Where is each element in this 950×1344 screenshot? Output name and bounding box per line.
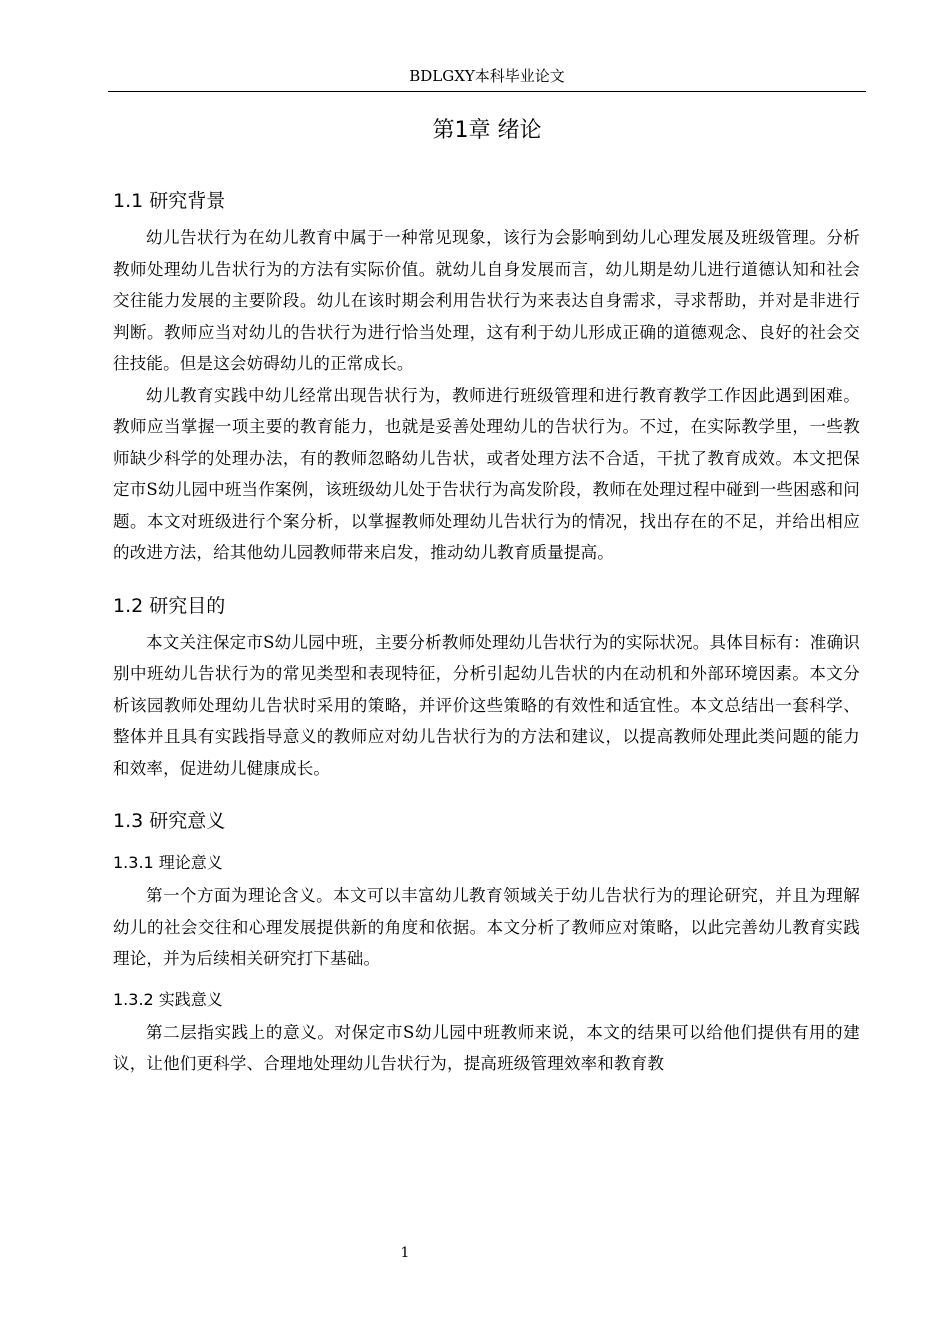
page-number: 1 <box>400 1245 410 1261</box>
paragraph: 幼儿告状行为在幼儿教育中属于一种常见现象，该行为会影响到幼儿心理发展及班级管理。分析教师处理幼儿告状行为的方法有实际价值。就幼儿自身发展而言，幼儿期是幼儿进行道德认知和社会交往能力发展的主要阶段。幼儿在该时期会利用告状行为来表达自身需求，寻求帮助，并对是非进行判断。教师应当对幼儿的告状行为进行恰当处理，这有利于幼儿形成正确的道德观念、良好的社会交往技能。但是这会妨碍幼儿的正常成长。 <box>113 228 860 373</box>
paragraph: 本文关注保定市S幼儿园中班，主要分析教师处理幼儿告状行为的实际状况。具体目标有：准确识别中班幼儿告状行为的常见类型和表现特征，分析引起幼儿告状的内在动机和外部环境因素。本文分析该园教师处理幼儿告状时采用的策略，并评价这些策略的有效性和适宜性。本文总结出一套科学、整体并且具有实践指导意义的教师应对幼儿告状行为的方法和建议，以提高教师处理此类问题的能力和效率，促进幼儿健康成长。 <box>113 632 860 778</box>
subsection-heading-1-3-2: 1.3.2 实践意义 <box>113 989 223 1009</box>
page-body <box>113 186 860 1080</box>
chapter-title: 第1章 绪论 <box>432 118 542 143</box>
section-heading-1-1: 1.1 研究背景 <box>113 190 226 212</box>
paragraph: 幼儿教育实践中幼儿经常出现告状行为，教师进行班级管理和进行教育教学工作因此遇到困难。教师应当掌握一项主要的教育能力，也就是妥善处理幼儿的告状行为。不过，在实际教学里，一些教师缺少科学的处理办法，有的教师忽略幼儿告状，或者处理方法不合适，干扰了教育成效。本文把保定市S幼儿园中班当作案例，该班级幼儿处于告状行为高发阶段，教师在处理过程中碰到一些困惑和问题。本文对班级进行个案分析，以掌握教师处理幼儿告状行为的情况，找出存在的不足，并给出相应的改进方法，给其他幼儿园教师带来启发，推动幼儿教育质量提高。 <box>113 385 860 562</box>
section-heading-1-2: 1.2 研究目的 <box>113 594 226 617</box>
paragraph: 第二层指实践上的意义。对保定市S幼儿园中班教师来说，本文的结果可以给他们提供有用的建议，让他们更科学、合理地处理幼儿告状行为，提高班级管理效率和教育教 <box>113 1022 860 1073</box>
subsection-heading-1-3-1: 1.3.1 理论意义 <box>113 853 223 872</box>
header-divider <box>108 91 866 92</box>
section-heading-1-3: 1.3 研究意义 <box>113 810 226 832</box>
running-header: BDLGXY本科毕业论文 <box>409 67 565 85</box>
paragraph: 第一个方面为理论含义。本文可以丰富幼儿教育领域关于幼儿告状行为的理论研究，并且为理解幼儿的社会交往和心理发展提供新的角度和依据。本文分析了教师应对策略，以此完善幼儿教育实践理论，并为后续相关研究打下基础。 <box>113 886 860 968</box>
